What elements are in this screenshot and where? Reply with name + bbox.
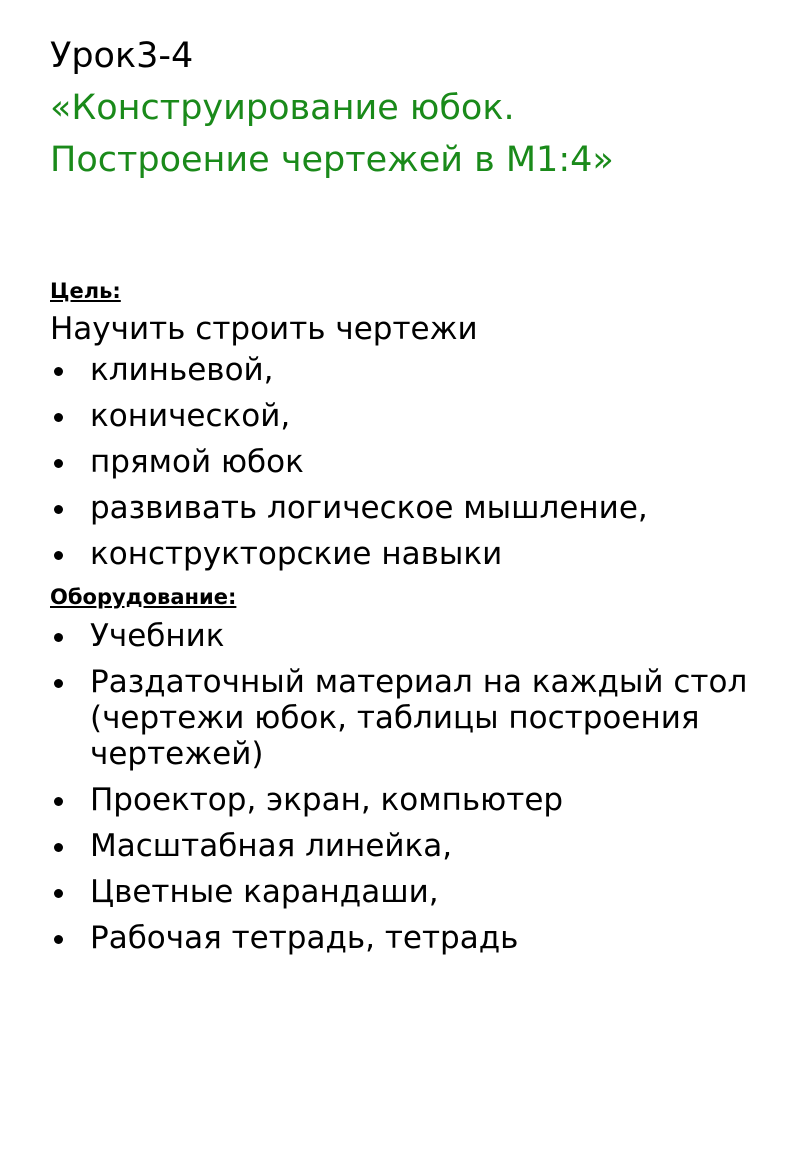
lesson-topic-line-2: Построение чертежей в М1:4»: [50, 140, 614, 180]
list-item: [50, 444, 770, 480]
list-item-text: Раздаточный материал на каждый стол (чертежи юбок, таблицы построения чертежей): [90, 664, 748, 772]
content: [50, 276, 770, 966]
list-item: [50, 664, 770, 772]
bullet-icon: [54, 413, 63, 422]
list-item-text: развивать логическое мышление,: [90, 490, 648, 526]
list-item: [50, 398, 770, 434]
bullet-icon: [54, 551, 63, 560]
list-item: [50, 536, 770, 572]
bullet-icon: [54, 505, 63, 514]
goal-list: [50, 352, 770, 572]
bullet-icon: [54, 459, 63, 468]
list-item: [50, 874, 770, 910]
list-item-text: клиньевой,: [90, 352, 274, 388]
list-item-text: конструкторские навыки: [90, 536, 503, 572]
list-item-text: конической,: [90, 398, 291, 434]
list-item: [50, 618, 770, 654]
bullet-icon: [54, 889, 63, 898]
goal-heading: Цель:: [50, 279, 121, 303]
title-block: [50, 30, 780, 186]
bullet-icon: [54, 935, 63, 944]
list-item-text: прямой юбок: [90, 444, 304, 480]
bullet-icon: [54, 843, 63, 852]
list-item-text: Рабочая тетрадь, тетрадь: [90, 920, 519, 956]
bullet-icon: [54, 633, 63, 642]
list-item: [50, 828, 770, 864]
lesson-number: Урок3-4: [50, 36, 194, 76]
goal-intro: Научить строить чертежи: [50, 311, 478, 347]
list-item: [50, 490, 770, 526]
list-item-text: Цветные карандаши,: [90, 874, 439, 910]
bullet-icon: [54, 367, 63, 376]
bullet-icon: [54, 679, 63, 688]
lesson-topic-line-1: «Конструирование юбок.: [50, 88, 515, 128]
bullet-icon: [54, 797, 63, 806]
equipment-heading: Оборудование:: [50, 585, 237, 609]
equipment-list: [50, 618, 770, 956]
list-item: [50, 782, 770, 818]
list-item: [50, 352, 770, 388]
list-item-text: Масштабная линейка,: [90, 828, 453, 864]
list-item-text: Учебник: [90, 618, 225, 654]
list-item: [50, 920, 770, 956]
list-item-text: Проектор, экран, компьютер: [90, 782, 564, 818]
